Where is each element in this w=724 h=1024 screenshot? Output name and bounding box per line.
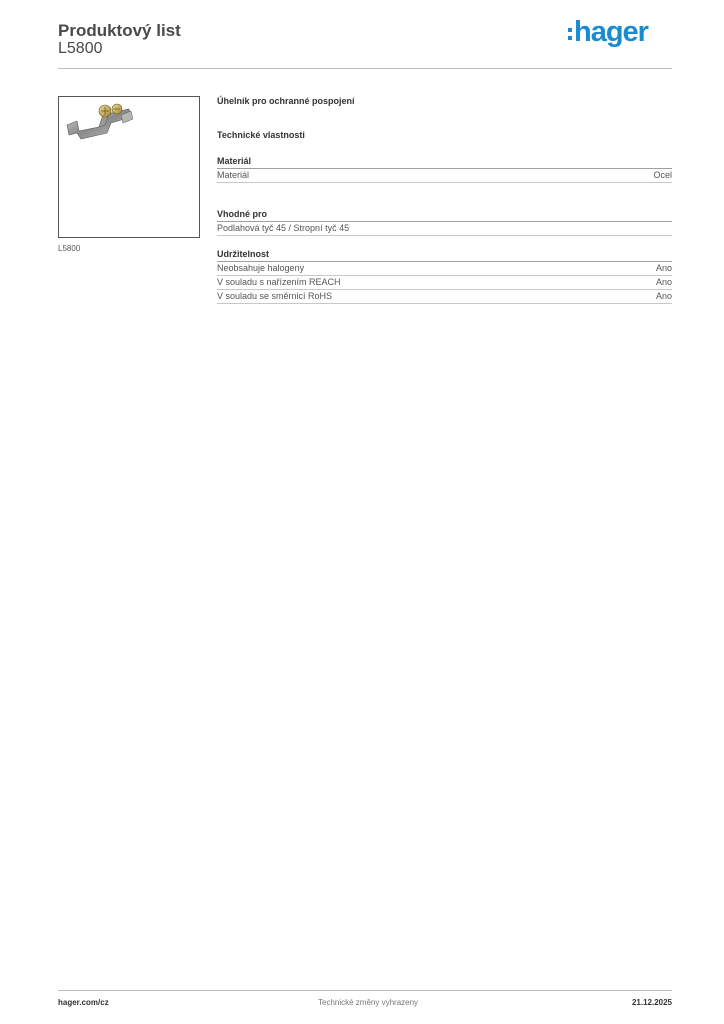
spec-row	[217, 290, 672, 304]
spec-label: V souladu s nařízením REACH	[217, 277, 341, 287]
spec-row	[217, 262, 672, 276]
page-title: Produktový list	[58, 21, 181, 40]
section-title: Udržitelnost	[217, 248, 672, 262]
footer-date: 21.12.2025	[631, 998, 672, 1007]
header-divider	[58, 68, 672, 69]
spec-value: Ano	[655, 291, 672, 301]
section-title: Materiál	[217, 155, 672, 169]
spec-label: Neobsahuje halogeny	[217, 263, 305, 273]
tech-heading: Technické vlastnosti	[217, 130, 305, 140]
image-caption: L5800	[58, 244, 81, 253]
spec-row	[217, 169, 672, 183]
spec-value: Ocel	[653, 170, 672, 180]
section-title: Vhodné pro	[217, 208, 672, 222]
product-image	[58, 96, 200, 238]
section-suitable-for	[217, 208, 672, 236]
product-code: L5800	[58, 40, 103, 57]
footer-divider	[58, 990, 672, 991]
spec-row	[217, 222, 672, 236]
logo-dots-icon	[568, 28, 572, 40]
spec-row	[217, 276, 672, 290]
hager-logo	[568, 14, 648, 50]
spec-value: Ano	[655, 263, 672, 273]
earthing-bracket-icon	[59, 97, 199, 237]
spec-label: V souladu se směrnicí RoHS	[217, 291, 333, 301]
spec-value: Ano	[655, 277, 672, 287]
logo-text: hager	[574, 15, 648, 48]
section-sustainability	[217, 248, 672, 304]
footer-website: hager.com/cz	[58, 998, 109, 1007]
product-description: Úhelník pro ochranné pospojení	[217, 96, 355, 106]
spec-label: Podlahová tyč 45 / Stropní tyč 45	[217, 223, 350, 233]
spec-label: Materiál	[217, 170, 250, 180]
section-material	[217, 155, 672, 183]
footer-notice: Technické změny vyhrazeny	[318, 998, 419, 1007]
